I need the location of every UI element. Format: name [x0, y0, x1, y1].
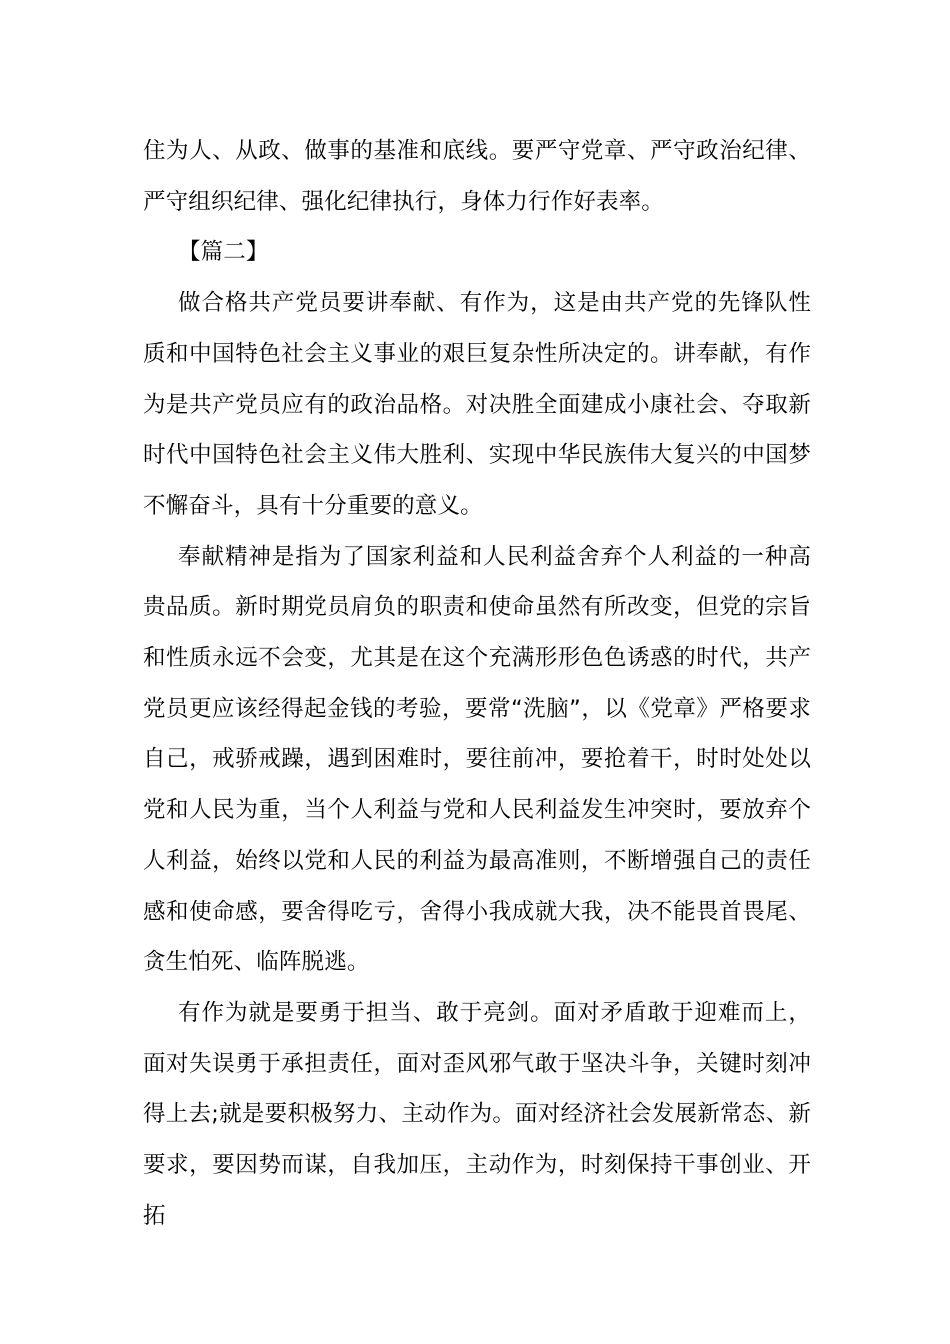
section-heading: 【篇二】	[178, 239, 269, 266]
paragraph: 有作为就是要勇于担当、敢于亮剑。面对矛盾敢于迎难而上，面对失误勇于承担责任，面对歪风邪气敢于坚决斗争，关键时刻冲得上去;就是要积极努力、主动作为。面对经济社会发展新常态、新要求，要因势而谋，自我加压，主动作为，时刻保持干事创业、开拓	[143, 999, 811, 1229]
paragraph: 做合格共产党员要讲奉献、有作为，这是由共产党的先锋队性质和中国特色社会主义事业的艰巨复杂性所决定的。讲奉献，有作为是共产党员应有的政治品格。对决胜全面建成小康社会、夺取新时代中国特色社会主义伟大胜利、实现中华民族伟大复兴的中国梦不懈奋斗，具有十分重要的意义。	[143, 290, 811, 519]
paragraph: 奉献精神是指为了国家利益和人民利益舍弃个人利益的一种高贵品质。新时期党员肩负的职责和使命虽然有所改变，但党的宗旨和性质永远不会变，尤其是在这个充满形形色色诱惑的时代，共产党员更应该经得起金钱的考验，要常“洗脑”，以《党章》严格要求自己，戒骄戒躁，遇到困难时，要往前冲，要抢着干，时时处处以党和人民为重，当个人利益与党和人民利益发生冲突时，要放弃个人利益，始终以党和人民的利益为最高准则，不断增强自己的责任感和使命感，要舍得吃亏，舍得小我成就大我，决不能畏首畏尾、贪生怕死、临阵脱逃。	[143, 543, 811, 976]
paragraph-continuation: 住为人、从政、做事的基准和底线。要严守党章、严守政治纪律、严守组织纪律、强化纪律执行，身体力行作好表率。	[143, 138, 811, 215]
document-body	[143, 126, 811, 1241]
